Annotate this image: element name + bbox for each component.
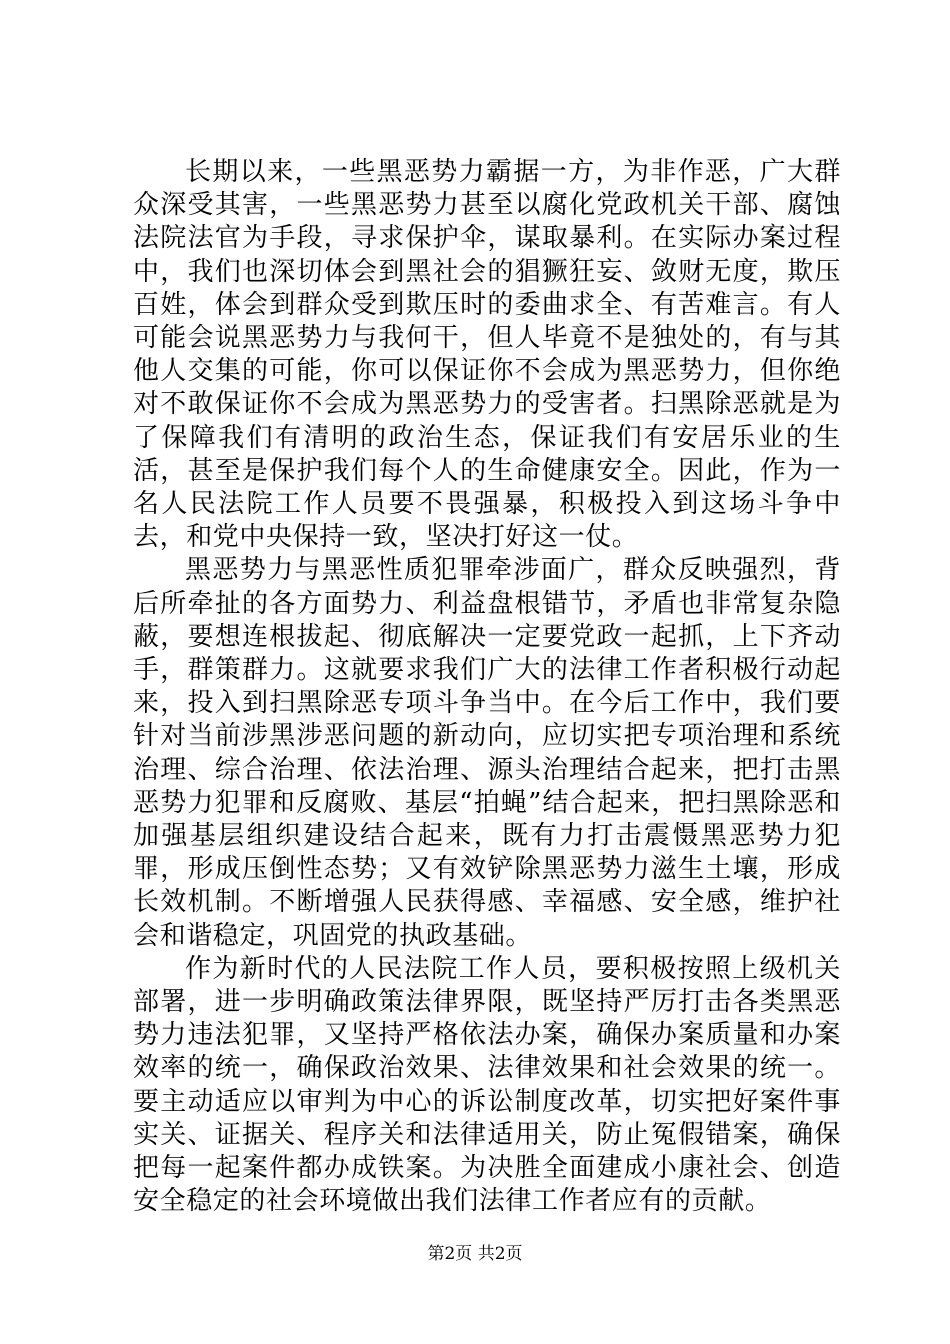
paragraph-3: 作为新时代的人民法院工作人员，要积极按照上级机关部署，进一步明确政策法律界限，既坚持严厉打击各类黑恶势力违法犯罪，又坚持严格依法办案，确保办案质量和办案效率的统一，确保政治效果、法律效果和社会效果的统一。要主动适应以审判为中心的诉讼制度改革，切实把好案件事实关、证据关、程序关和法律适用关，防止冤假错案，确保把每一起案件都办成铁案。为决胜全面建成小康社会、创造安全稳定的社会环境做出我们法律工作者应有的贡献。 [133,953,841,1217]
page-number-label: 第2页 共2页 [427,1244,523,1264]
paragraph-2: 黑恶势力与黑恶性质犯罪牵涉面广，群众反映强烈，背后所牵扯的各方面势力、利益盘根错节，矛盾也非常复杂隐蔽，要想连根拔起、彻底解决一定要党政一起抓，上下齐动手，群策群力。这就要求我们广大的法律工作者积极行动起来，投入到扫黑除恶专项斗争当中。在今后工作中，我们要针对当前涉黑涉恶问题的新动向，应切实把专项治理和系统治理、综合治理、依法治理、源头治理结合起来，把打击黑恶势力犯罪和反腐败、基层“拍蝇”结合起来，把扫黑除恶和加强基层组织建设结合起来，既有力打击震慑黑恶势力犯罪，形成压倒性态势；又有效铲除黑恶势力滋生土壤，形成长效机制。不断增强人民获得感、幸福感、安全感，维护社会和谐稳定，巩固党的执政基础。 [133,555,841,951]
page-footer [0,1243,950,1265]
document-body [133,156,841,1219]
paragraph-1: 长期以来，一些黑恶势力霸据一方，为非作恶，广大群众深受其害，一些黑恶势力甚至以腐化党政机关干部、腐蚀法院法官为手段，寻求保护伞，谋取暴利。在实际办案过程中，我们也深切体会到黑社会的猖獗狂妄、敛财无度，欺压百姓，体会到群众受到欺压时的委曲求全、有苦难言。有人可能会说黑恶势力与我何干，但人毕竟不是独处的，有与其他人交集的可能，你可以保证你不会成为黑恶势力，但你绝对不敢保证你不会成为黑恶势力的受害者。扫黑除恶就是为了保障我们有清明的政治生态，保证我们有安居乐业的生活，甚至是保护我们每个人的生命健康安全。因此，作为一名人民法院工作人员要不畏强暴，积极投入到这场斗争中去，和党中央保持一致，坚决打好这一仗。 [133,157,841,553]
